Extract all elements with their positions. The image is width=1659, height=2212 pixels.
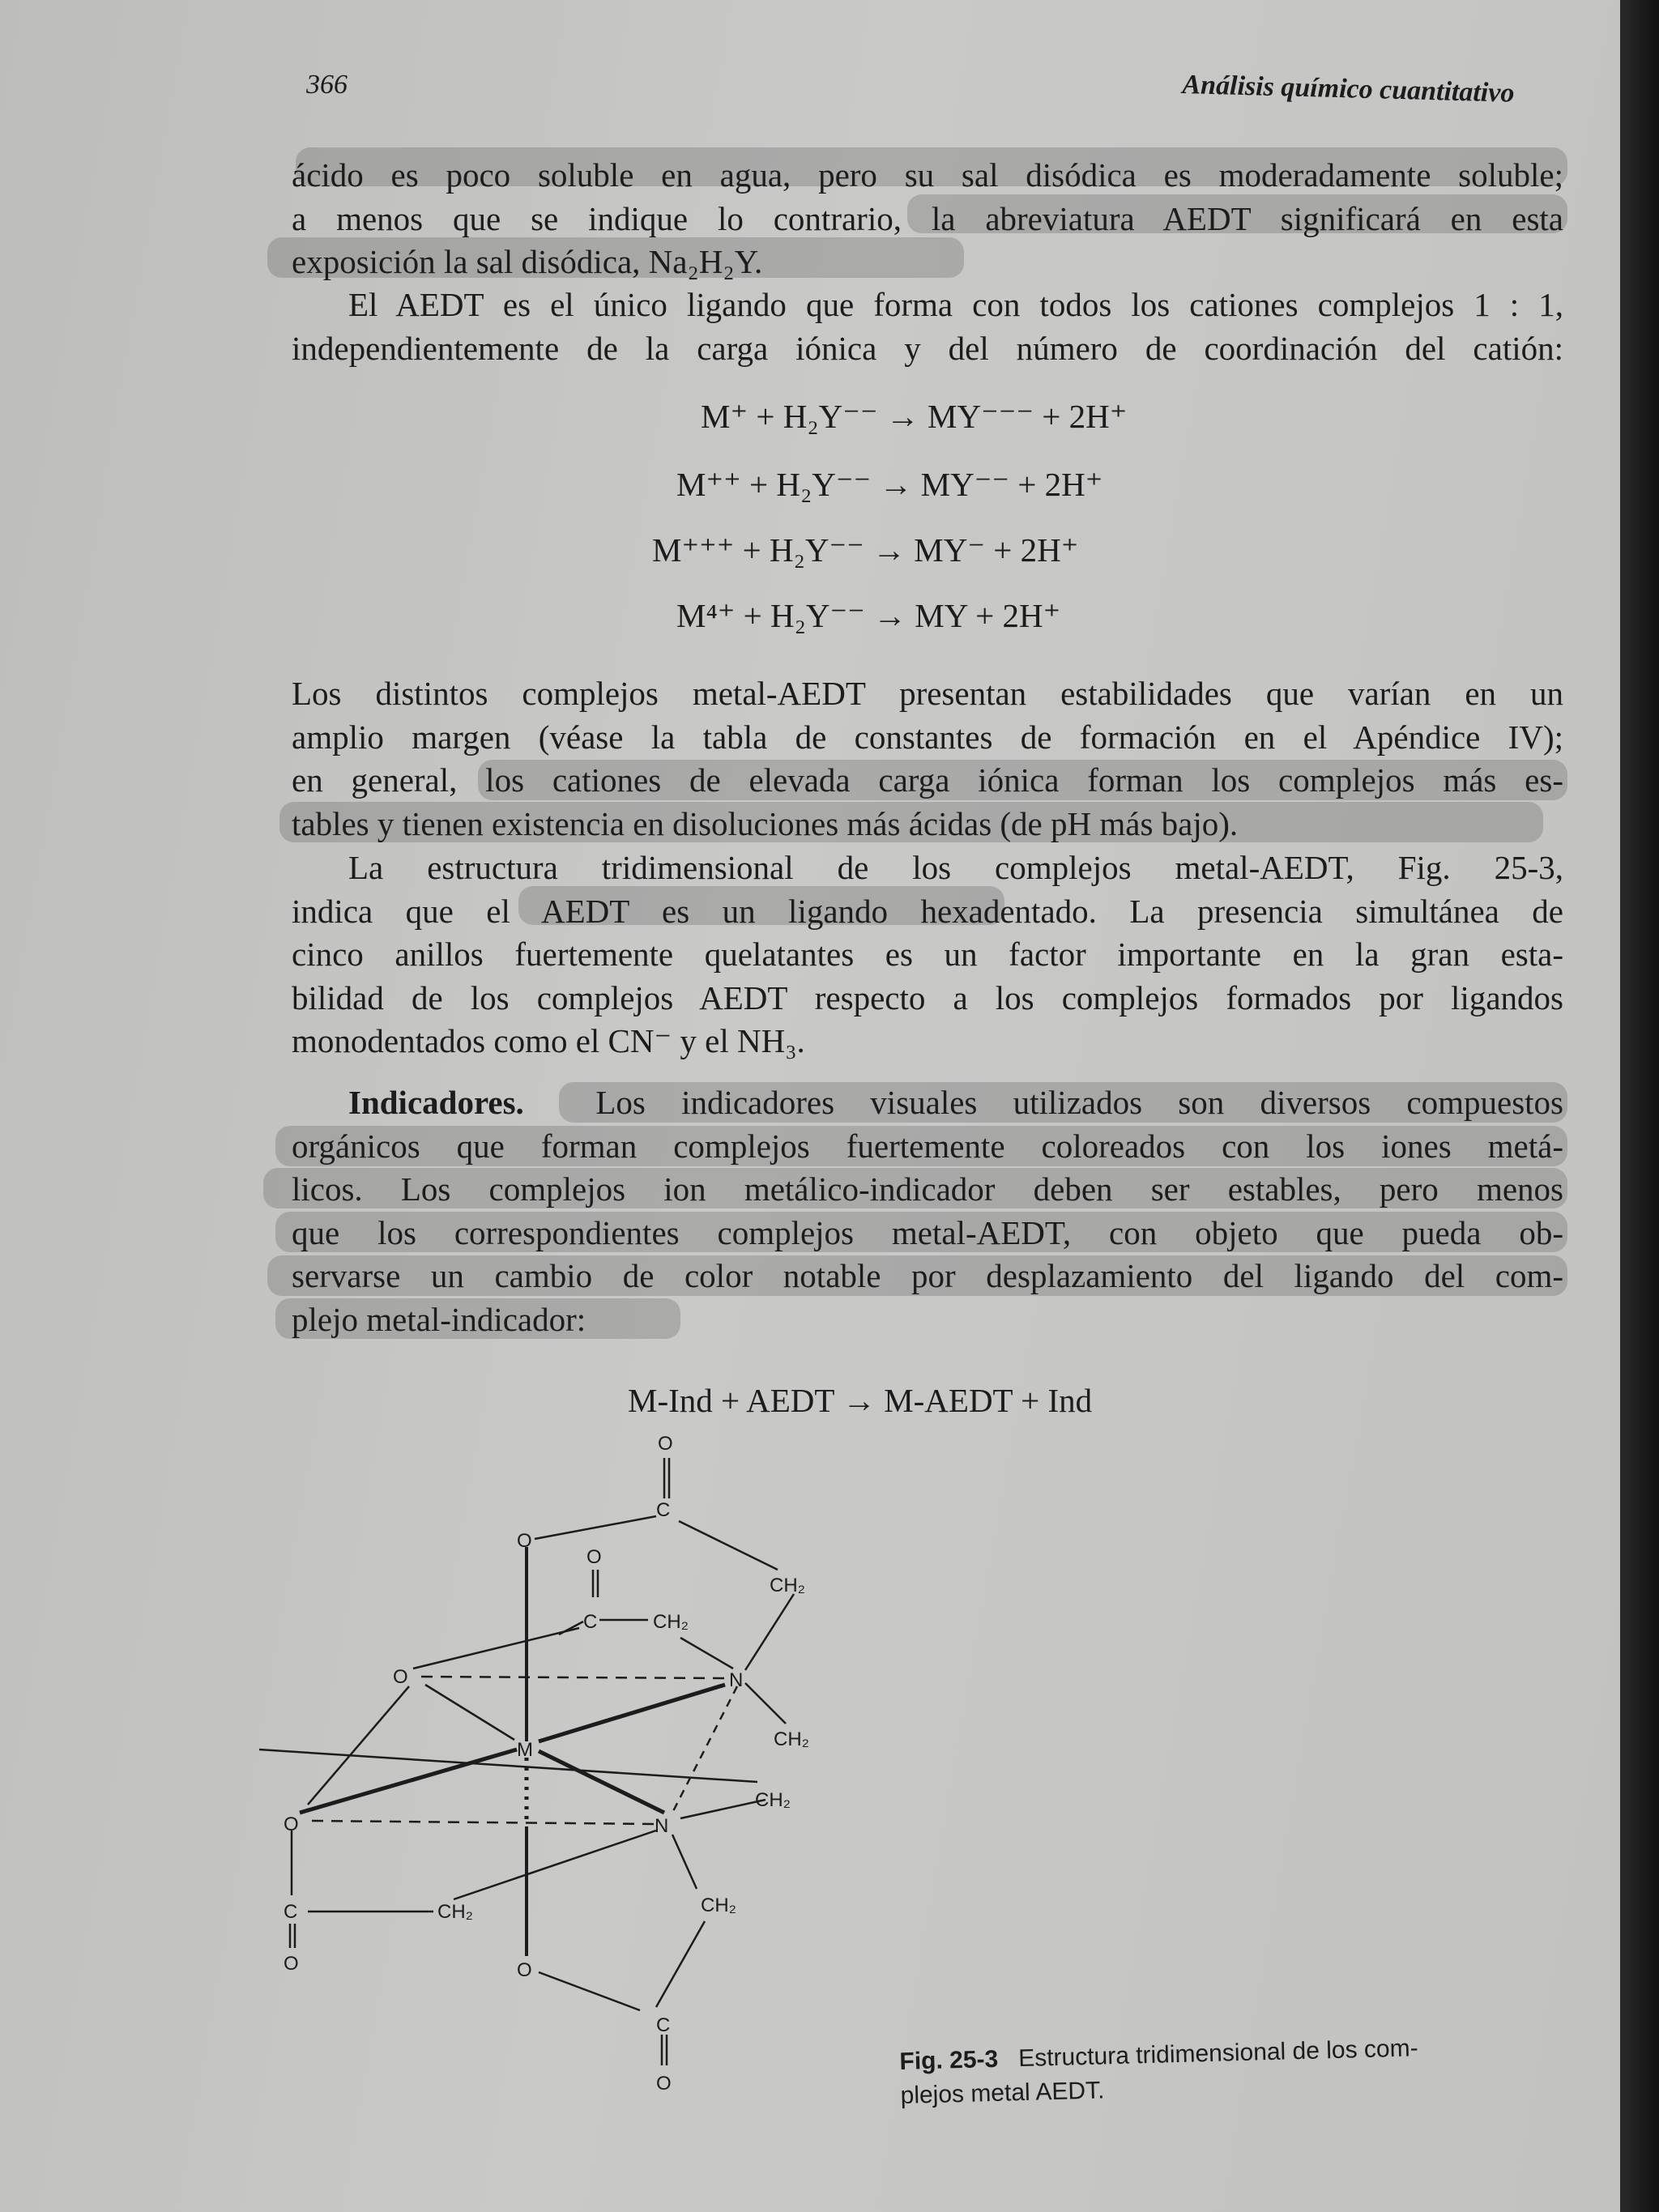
text-line: a menos que se indique lo contrario, la abreviatura AEDT significará en esta <box>292 199 1563 237</box>
page-number: 366 <box>306 70 348 100</box>
atom-label: CH₂ <box>701 1894 736 1916</box>
text-line: en general, los cationes de elevada carga iónica forman los complejos más es- <box>292 761 1563 799</box>
caption-text: Estructura tridimensional de los com- <box>1017 2035 1418 2073</box>
atom-label: O <box>393 1666 408 1688</box>
paragraph-4 <box>292 846 1563 1063</box>
atom-label: CH₂ <box>653 1611 689 1633</box>
text-line: ácido es poco soluble en agua, pero su sal disódica es moderadamente soluble; <box>292 156 1563 194</box>
atom-label: CH₂ <box>437 1901 473 1923</box>
equation-1: M⁺ + H₂Y⁻⁻ → MY⁻⁻⁻ + 2H⁺ <box>701 398 1128 435</box>
atom-label: CH₂ <box>770 1575 805 1596</box>
atom-label: C <box>284 1901 298 1923</box>
paragraph-1 <box>292 154 1563 284</box>
atom-label: CH₂ <box>774 1728 809 1750</box>
text-line <box>292 1081 1563 1125</box>
atom-label: O <box>658 1433 673 1455</box>
text-line: tables y tienen existencia en disoluciones más ácidas (de pH más bajo). <box>292 804 1239 842</box>
text-line: La estructura tridimensional de los complejos metal-AEDT, Fig. 25-3, <box>348 849 1563 886</box>
text-line: indica que el AEDT es un ligando hexadentado. La presencia simultánea de <box>292 892 1563 930</box>
atom-label: N <box>729 1669 744 1691</box>
text-line: exposición la sal disódica, Na₂H₂Y. <box>292 243 763 280</box>
figure-label: Fig. 25-3 <box>899 2045 999 2075</box>
text-line: bilidad de los complejos AEDT respecto a los complejos formados por ligandos <box>292 978 1563 1016</box>
equation-4: M⁴⁺ + H₂Y⁻⁻ → MY + 2H⁺ <box>676 597 1061 634</box>
equation-2: M⁺⁺ + H₂Y⁻⁻ → MY⁻⁻ + 2H⁺ <box>676 466 1103 503</box>
atom-label: C <box>656 1499 671 1521</box>
text-line: servarse un cambio de color notable por desplazamiento del ligando del com- <box>292 1257 1563 1294</box>
text-line: Los distintos complejos metal-AEDT presentan estabilidades que varían en un <box>292 675 1563 712</box>
atom-label: O <box>284 1813 299 1835</box>
indicators-paragraph <box>292 1081 1563 1341</box>
text-line: cinco anillos fuertemente quelatantes es un factor importante en la gran esta- <box>292 936 1563 973</box>
figure-caption <box>899 2028 1549 2113</box>
atom-label: O <box>656 2073 672 2095</box>
atom-label: CH₂ <box>755 1789 791 1811</box>
text-line: plejo metal-indicador: <box>292 1300 586 1338</box>
indicators-line-1: Los indicadores visuales utilizados son diversos compuestos <box>595 1084 1563 1121</box>
running-title: Análisis químico cuantitativo <box>1182 70 1515 109</box>
equation-3: M⁺⁺⁺ + H₂Y⁻⁻ → MY⁻ + 2H⁺ <box>652 531 1079 569</box>
reaction-equation: M-Ind + AEDT → M-AEDT + Ind <box>628 1382 1093 1419</box>
text-line: que los correspondientes complejos metal-AEDT, con objeto que pueda ob- <box>292 1213 1563 1251</box>
text-line: licos. Los complejos ion metálico-indicador deben ser estables, pero menos <box>292 1170 1563 1208</box>
atom-label: O <box>284 1953 299 1975</box>
metal-label: M <box>517 1739 533 1761</box>
atom-label: C <box>656 2014 671 2036</box>
text-line: El AEDT es el único ligando que forma con todos los cationes complejos 1 : 1, <box>348 286 1563 323</box>
atom-label: O <box>517 1959 532 1981</box>
indicators-heading: Indicadores. <box>348 1084 524 1121</box>
atom-label: N <box>655 1815 669 1837</box>
text-line: orgánicos que forman complejos fuertemente coloreados con los iones metá- <box>292 1127 1563 1165</box>
caption-text-2: plejos metal AEDT. <box>900 2077 1105 2109</box>
paragraph-2 <box>292 283 1563 370</box>
atom-label: O <box>586 1546 602 1568</box>
atom-label: C <box>583 1611 598 1633</box>
book-spine-shadow <box>1620 0 1659 2212</box>
edta-complex-structure <box>259 1426 923 2122</box>
paragraph-3 <box>292 672 1563 846</box>
text-line: monodentados como el CN⁻ y el NH₃. <box>292 1022 805 1059</box>
atom-label: O <box>517 1530 532 1552</box>
text-line: amplio margen (véase la tabla de constantes de formación en el Apéndice IV); <box>292 718 1563 756</box>
text-line: independientemente de la carga iónica y del número de coordinación del catión: <box>292 329 1563 367</box>
